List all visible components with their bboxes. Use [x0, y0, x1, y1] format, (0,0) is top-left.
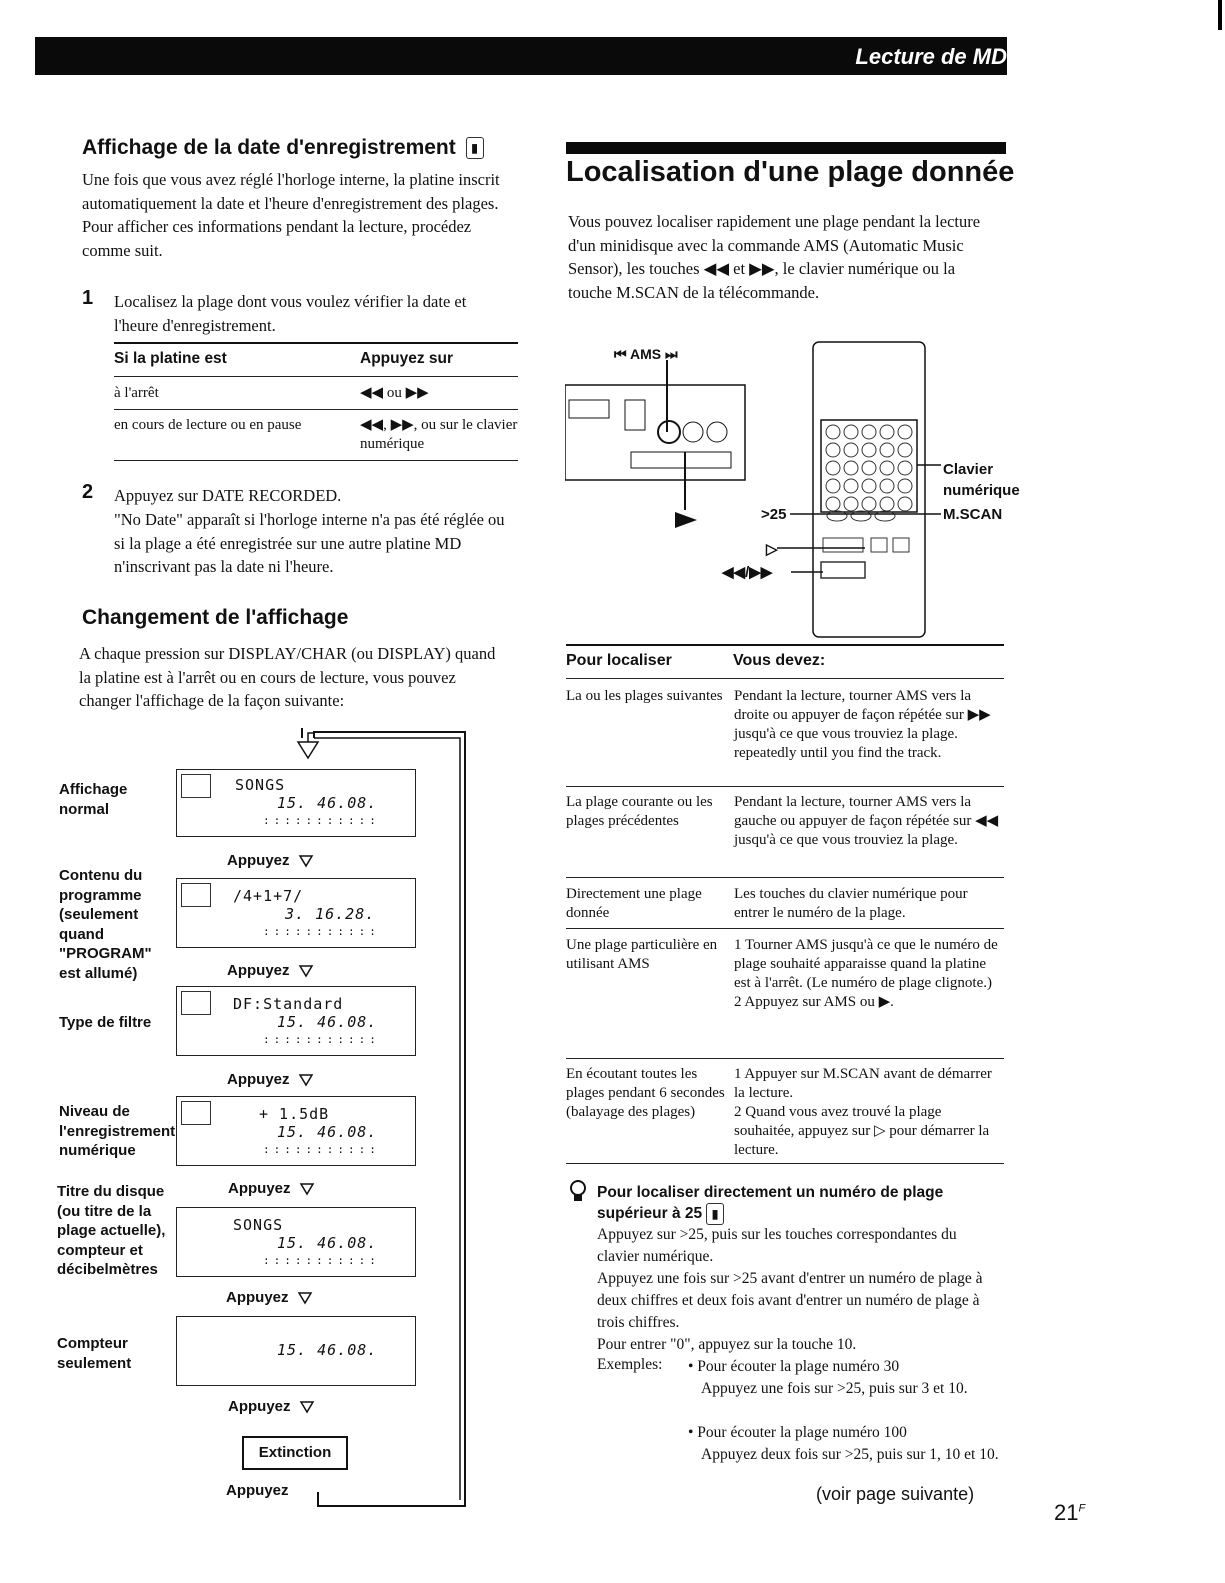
- appuyez-label: [228, 1398, 315, 1415]
- locate-row-right: 1 Tourner AMS jusqu'à ce que le numéro de plage souhaité apparaisse quand la platine est à l'arrêt. (Le numéro de plage clignote.) 2 Appuyez sur AMS ou ▶.: [734, 937, 998, 1010]
- locate-table-rule: [566, 928, 1004, 929]
- date-table-head-right: Appuyez sur: [360, 350, 454, 367]
- step-1-text: Localisez la plage dont vous voulez vérifier la date et l'heure d'enregistrement.: [114, 292, 467, 335]
- appuyez-text: Appuyez: [228, 1180, 291, 1197]
- arrow-down-icon: [299, 1182, 315, 1196]
- step-2-number: 2: [82, 481, 94, 503]
- lcd-line2: 15. 46.08.: [277, 794, 378, 812]
- arrow-down-icon: [298, 1073, 314, 1087]
- date-row2-right: ◀◀, ▶▶, ou sur le clavier numérique: [360, 417, 518, 452]
- locate-table-rule: [566, 877, 1004, 878]
- step-2-note: "No Date" apparaît si l'horloge interne n'a pas été réglée ou si la plage a été enregistrée sur une autre platine MD n'inscrivant pas la date ni l'heure.: [114, 510, 505, 576]
- right-title-bar: [566, 142, 1006, 154]
- locate-row-right: 1 Appuyer sur M.SCAN avant de démarrer la lecture. 2 Quand vous avez trouvé la plage souhaitée, appuyez sur ▷ pour démarrer la lecture.: [734, 1066, 992, 1158]
- remote-icon: ▮: [706, 1203, 724, 1225]
- appuyez-text: Appuyez: [227, 1071, 290, 1088]
- date-table-rule: [114, 376, 518, 377]
- date-table-top-rule: [114, 342, 518, 344]
- level-meter-icon: :::::::::::: [263, 1254, 380, 1267]
- appuyez-text: Appuyez: [227, 962, 290, 979]
- locate-table-rule: [566, 1058, 1004, 1059]
- lcd-line1: SONGS: [233, 1216, 284, 1234]
- example-1-title: • Pour écouter la plage numéro 30: [688, 1358, 900, 1375]
- lcd-line2: 15. 46.08.: [277, 1341, 378, 1359]
- locate-row-left: En écoutant toutes les plages pendant 6 secondes (balayage des plages): [566, 1066, 725, 1120]
- appuyez-label: [227, 852, 314, 869]
- lcd-line1: SONGS: [235, 776, 286, 794]
- locate-table-bottom-rule: [566, 1163, 1004, 1164]
- lcd-line2: 15. 46.08.: [277, 1234, 378, 1252]
- date-table-rule: [114, 409, 518, 410]
- examples-label: Exemples:: [597, 1356, 663, 1373]
- device-diagram: [565, 340, 1005, 640]
- state-label: Contenu du programme (seulement quand "PROGRAM" est allumé): [59, 867, 152, 982]
- arrow-down-icon: [298, 964, 314, 978]
- appuyez-label: [227, 1071, 314, 1088]
- arrow-down-icon: [298, 854, 314, 868]
- lcd-display: [176, 1316, 416, 1386]
- example-2-title: • Pour écouter la plage numéro 100: [688, 1424, 907, 1441]
- lcd-line2: 15. 46.08.: [277, 1123, 378, 1141]
- locate-row-right: Pendant la lecture, tourner AMS vers la gauche ou appuyer de façon répétée sur ◀◀ jusqu'à ce que vous trouviez la plage.: [734, 794, 999, 848]
- disc-icon: [181, 883, 211, 907]
- tip-title-line2-wrap: [597, 1203, 943, 1225]
- locate-head-right: Vous devez:: [733, 652, 826, 669]
- arrow-down-icon: [297, 1291, 313, 1305]
- locate-row-left: Une plage particulière en utilisant AMS: [566, 937, 718, 972]
- date-table-bottom-rule: [114, 460, 518, 461]
- lcd-display: [176, 878, 416, 948]
- level-meter-icon: :::::::::::: [263, 1033, 380, 1046]
- appuyez-label: [228, 1180, 315, 1197]
- clavier-numerique-label: Clavier numérique: [943, 461, 1020, 499]
- display-intro: A chaque pression sur DISPLAY/CHAR (ou DISPLAY) quand la platine est à l'arrêt ou en cours de lecture, vous pouvez changer l'affichage de la façon suivante:: [79, 644, 496, 710]
- tip-p2: Appuyez une fois sur >25 avant d'entrer un numéro de plage à deux chiffres et deux fois avant d'entrer un numéro de plage à trois chiffres.: [597, 1270, 983, 1331]
- state-label: Titre du disque (ou titre de la plage actuelle), compteur et décibelmètres: [57, 1183, 166, 1278]
- appuyez-text: Appuyez: [226, 1289, 289, 1306]
- corner-mark: [1218, 0, 1222, 30]
- step-2-text: Appuyez sur DATE RECORDED.: [114, 486, 342, 505]
- prevnext-label: ◀◀/▶▶: [722, 564, 773, 581]
- lcd-display: [176, 1207, 416, 1277]
- disc-icon: [181, 1101, 211, 1125]
- lcd-line1: + 1.5dB: [259, 1105, 330, 1123]
- state-label: Type de filtre: [59, 1014, 152, 1031]
- state-label: Niveau de l'enregistrement numérique: [59, 1103, 176, 1159]
- lcd-line2: 15. 46.08.: [277, 1013, 378, 1031]
- example-1-text: Appuyez une fois sur >25, puis sur 3 et 10.: [701, 1380, 968, 1397]
- date-title-text: Affichage de la date d'enregistrement: [82, 136, 456, 159]
- page-number-value: 21: [1054, 1500, 1079, 1525]
- locate-table-top-rule: [566, 644, 1004, 646]
- page-suffix: F: [1078, 1502, 1086, 1515]
- continued-note: (voir page suivante): [816, 1484, 975, 1504]
- date-row1-right: ◀◀ ou ▶▶: [360, 385, 429, 401]
- ams-label: ⏮ AMS ⏭: [614, 346, 678, 362]
- date-section-title: [82, 136, 522, 160]
- display-section-title: Changement de l'affichage: [82, 606, 349, 629]
- lcd-display: [176, 986, 416, 1056]
- tip-p3: Pour entrer "0", appuyez sur la touche 10.: [597, 1336, 857, 1353]
- right-intro: Vous pouvez localiser rapidement une plage pendant la lecture d'un minidisque avec la commande AMS (Automatic Music Sensor), les touches ◀◀ et ▶▶, le clavier numérique ou la touche M.SCAN de la télécommande.: [568, 212, 981, 302]
- locate-table-rule: [566, 786, 1004, 787]
- level-meter-icon: :::::::::::: [263, 925, 380, 938]
- mscan-label: M.SCAN: [943, 506, 1003, 523]
- gt25-label: >25: [761, 506, 787, 523]
- arrow-down-icon: [299, 1400, 315, 1414]
- date-row1-left: à l'arrêt: [114, 385, 159, 401]
- remote-icon: ▮: [466, 137, 484, 159]
- level-meter-icon: :::::::::::: [263, 1143, 380, 1156]
- tip-p1: Appuyez sur >25, puis sur les touches correspondantes du clavier numérique.: [597, 1226, 957, 1265]
- date-table-head-left: Si la platine est: [114, 350, 227, 367]
- right-section-title: Localisation d'une plage donnée: [566, 156, 1015, 188]
- state-label: Compteur seulement: [57, 1335, 132, 1372]
- date-section: [82, 136, 522, 262]
- play-label: ▷: [766, 541, 778, 558]
- step-1-number: 1: [82, 287, 94, 309]
- lcd-line2: 3. 16.28.: [285, 905, 376, 923]
- lcd-display: [176, 1096, 416, 1166]
- locate-head-left: Pour localiser: [566, 652, 672, 669]
- date-intro: Une fois que vous avez réglé l'horloge interne, la platine inscrit automatiquement la date et l'heure d'enregistrement des plages. Pour afficher ces informations pendant la lecture, procédez comme suit.: [82, 170, 500, 260]
- tip-lightbulb-icon: [566, 1178, 590, 1206]
- tip-title-line2: supérieur à 25: [597, 1205, 703, 1223]
- lcd-line1: DF:Standard: [233, 995, 344, 1013]
- locate-row-left: La plage courante ou les plages précédentes: [566, 794, 713, 829]
- example-2-text: Appuyez deux fois sur >25, puis sur 1, 10 et 10.: [701, 1446, 999, 1463]
- lcd-display: [176, 769, 416, 837]
- level-meter-icon: :::::::::::: [263, 814, 380, 827]
- page-number: [1054, 1500, 1085, 1526]
- appuyez-label: Appuyez: [226, 1482, 289, 1499]
- appuyez-label: [226, 1289, 313, 1306]
- disc-icon: [181, 991, 211, 1015]
- disc-icon: [181, 774, 211, 798]
- section-title: Lecture de MD: [855, 44, 1007, 69]
- appuyez-text: Appuyez: [228, 1398, 291, 1415]
- tip-title: [597, 1182, 943, 1225]
- tip-title-line1: Pour localiser directement un numéro de plage: [597, 1184, 944, 1201]
- locate-row-left: La ou les plages suivantes: [566, 688, 723, 704]
- state-label: Affichage normal: [59, 781, 128, 818]
- locate-row-right: Les touches du clavier numérique pour entrer le numéro de la plage.: [734, 886, 968, 921]
- locate-row-left: Directement une plage donnée: [566, 886, 702, 921]
- locate-table-rule: [566, 678, 1004, 679]
- appuyez-text: Appuyez: [227, 852, 290, 869]
- appuyez-label: [227, 962, 314, 979]
- lcd-line1: /4+1+7/: [233, 887, 304, 905]
- extinction-box: Extinction: [242, 1436, 348, 1470]
- locate-row-right: Pendant la lecture, tourner AMS vers la droite ou appuyer de façon répétée sur ▶▶ jusqu'à ce que vous trouviez la plage. repeatedly until you find the track.: [734, 688, 991, 761]
- date-row2-left: en cours de lecture ou en pause: [114, 417, 302, 433]
